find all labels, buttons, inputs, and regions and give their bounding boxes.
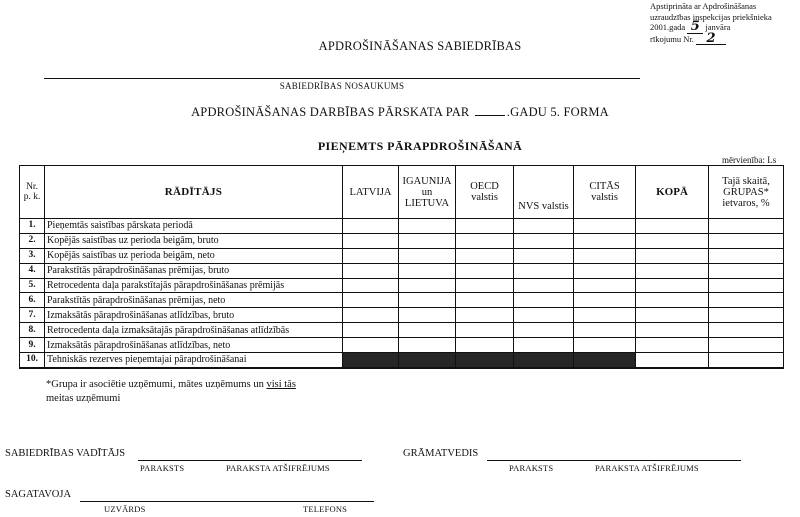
cell-oecd[interactable]	[456, 219, 514, 234]
table-row	[20, 323, 784, 338]
cell-estonia-lithuania[interactable]	[399, 338, 456, 353]
table-row	[20, 293, 784, 308]
row-number: 2.	[20, 233, 45, 248]
accountant-signature-caption: PARAKSTS	[509, 463, 554, 473]
table-row	[20, 263, 784, 278]
head-decoding-caption: PARAKSTA ATŠIFRĒJUMS	[226, 463, 330, 473]
header-nr	[20, 166, 45, 219]
cell-total[interactable]	[636, 308, 709, 323]
cell-oecd[interactable]	[456, 323, 514, 338]
row-number: 5.	[20, 278, 45, 293]
cell-latvia[interactable]	[343, 278, 399, 293]
header-other-line1: CITĀS	[589, 181, 620, 192]
header-group-line1: Tajā skaitā,	[722, 175, 770, 187]
table-row	[20, 308, 784, 323]
report-title-suffix: .GADU 5. FORMA	[506, 105, 609, 119]
cell-latvia[interactable]	[343, 233, 399, 248]
cell-group[interactable]	[709, 308, 784, 323]
cell-other[interactable]	[574, 323, 636, 338]
approval-order-number: 2	[706, 30, 716, 46]
header-other-line2: valstis	[591, 192, 618, 203]
header-other	[574, 166, 636, 219]
approval-day: 5	[690, 19, 700, 34]
row-indicator: Tehniskās rezerves pieņemtajai pārapdrošināšanai	[45, 353, 343, 368]
row-indicator: Kopējās saistības uz perioda beigām, bruto	[45, 233, 343, 248]
cell-cis	[514, 353, 574, 368]
cell-group[interactable]	[709, 353, 784, 368]
cell-group[interactable]	[709, 233, 784, 248]
cell-latvia	[343, 353, 399, 368]
cell-group[interactable]	[709, 263, 784, 278]
approval-line-3	[650, 19, 798, 34]
row-indicator: Pieņemtās saistības pārskata periodā	[45, 219, 343, 234]
header-group-line3: ietvaros, %	[722, 197, 770, 209]
row-indicator: Parakstītās pārapdrošināšanas prēmijas, neto	[45, 293, 343, 308]
row-indicator: Izmaksātās pārapdrošināšanas atlīdzības, bruto	[45, 308, 343, 323]
table-row	[20, 233, 784, 248]
cell-estonia-lithuania	[399, 353, 456, 368]
footnote-text: *Grupa ir asociētie uzņēmumi, mātes uzņēmums un	[46, 379, 267, 390]
row-number: 10.	[20, 353, 45, 368]
cell-other[interactable]	[574, 278, 636, 293]
row-number: 7.	[20, 308, 45, 323]
cell-group[interactable]	[709, 338, 784, 353]
preparer-name-caption: UZVĀRDS	[104, 504, 146, 514]
cell-total[interactable]	[636, 278, 709, 293]
cell-total[interactable]	[636, 353, 709, 368]
footnote-line-2: meitas uzņēmumi	[46, 393, 121, 404]
cell-cis[interactable]	[514, 323, 574, 338]
cell-cis[interactable]	[514, 338, 574, 353]
cell-total[interactable]	[636, 263, 709, 278]
approval-day-field	[687, 19, 703, 34]
cell-cis[interactable]	[514, 308, 574, 323]
report-table-wrapper	[19, 165, 784, 369]
footnote-underlined: visi tās	[266, 379, 296, 390]
cell-latvia[interactable]	[343, 263, 399, 278]
report-title	[0, 105, 800, 120]
head-label: SABIEDRĪBAS VADĪTĀJS	[5, 448, 126, 459]
cell-oecd[interactable]	[456, 338, 514, 353]
org-name-field[interactable]	[44, 78, 640, 79]
cell-estonia-lithuania[interactable]	[399, 233, 456, 248]
cell-other[interactable]	[574, 263, 636, 278]
cell-total[interactable]	[636, 219, 709, 234]
preparer-label: SAGATAVOJA	[5, 489, 72, 500]
cell-group[interactable]	[709, 293, 784, 308]
header-group-line2: GRUPAS*	[723, 186, 769, 198]
row-number: 1.	[20, 219, 45, 234]
row-indicator: Retrocedenta daļa parakstītajās pārapdrošināšanas prēmijās	[45, 278, 343, 293]
cell-latvia[interactable]	[343, 338, 399, 353]
row-number: 3.	[20, 248, 45, 263]
cell-estonia-lithuania[interactable]	[399, 263, 456, 278]
approval-line-2: uzraudzības inspekcijas priekšnieka	[650, 11, 772, 22]
cell-estonia-lithuania[interactable]	[399, 278, 456, 293]
section-title: PIEŅEMTS PĀRAPDROŠINĀŠANĀ	[317, 139, 523, 153]
cell-estonia-lithuania[interactable]	[399, 323, 456, 338]
cell-latvia[interactable]	[343, 248, 399, 263]
row-indicator: Retrocedenta daļa izmaksātajās pārapdrošināšanas atlīdzībās	[45, 323, 343, 338]
cell-total[interactable]	[636, 248, 709, 263]
cell-cis[interactable]	[514, 278, 574, 293]
cell-latvia[interactable]	[343, 308, 399, 323]
cell-latvia[interactable]	[343, 323, 399, 338]
table-row	[20, 278, 784, 293]
footnote-line-1	[46, 378, 296, 392]
table-row	[20, 353, 784, 368]
row-number: 6.	[20, 293, 45, 308]
cell-latvia[interactable]	[343, 293, 399, 308]
cell-other[interactable]	[574, 293, 636, 308]
cell-cis[interactable]	[514, 293, 574, 308]
header-nr-line2: p. k.	[23, 192, 41, 202]
cell-total[interactable]	[636, 293, 709, 308]
preparer-phone-caption: TELEFONS	[303, 504, 348, 514]
row-number: 9.	[20, 338, 45, 353]
header-oecd-line2: valstis	[471, 192, 498, 203]
approval-line-1: Apstiprināta ar Apdrošināšanas	[650, 1, 757, 11]
cell-other[interactable]	[574, 308, 636, 323]
header-total: KOPĀ	[636, 166, 709, 219]
cell-oecd[interactable]	[456, 233, 514, 248]
header-ee-lt-line3: LIETUVA	[404, 197, 450, 209]
approval-order-label: rīkojumu Nr.	[650, 33, 694, 44]
cell-other[interactable]	[574, 338, 636, 353]
cell-other[interactable]	[574, 248, 636, 263]
cell-estonia-lithuania[interactable]	[399, 293, 456, 308]
accountant-decoding-caption: PARAKSTA ATŠIFRĒJUMS	[595, 463, 699, 473]
cell-cis[interactable]	[514, 233, 574, 248]
cell-other[interactable]	[574, 219, 636, 234]
head-signature-field[interactable]	[138, 460, 362, 461]
footnote	[46, 378, 296, 406]
cell-latvia[interactable]	[343, 219, 399, 234]
header-nr-line1: Nr.	[26, 182, 38, 192]
header-cis: NVS valstis	[514, 166, 574, 219]
header-estonia-lithuania	[399, 166, 456, 219]
row-indicator: Izmaksātās pārapdrošināšanas atlīdzības, neto	[45, 338, 343, 353]
report-year-field[interactable]	[475, 114, 505, 116]
approval-year: 2001.gada	[650, 22, 686, 32]
row-indicator: Kopējās saistības uz perioda beigām, neto	[45, 248, 343, 263]
approval-month: janvāra	[705, 22, 731, 32]
org-heading: APDROŠINĀŠANAS SABIEDRĪBAS	[318, 39, 522, 53]
preparer-field[interactable]	[80, 501, 374, 502]
cell-estonia-lithuania[interactable]	[399, 308, 456, 323]
cell-oecd[interactable]	[456, 263, 514, 278]
cell-cis[interactable]	[514, 219, 574, 234]
cell-other	[574, 353, 636, 368]
cell-total[interactable]	[636, 233, 709, 248]
row-number: 8.	[20, 323, 45, 338]
cell-oecd[interactable]	[456, 278, 514, 293]
cell-estonia-lithuania[interactable]	[399, 248, 456, 263]
table-row	[20, 338, 784, 353]
header-oecd-line1: OECD	[470, 181, 499, 192]
unit-note: mērvienība: Ls	[722, 155, 777, 165]
row-indicator: Parakstītās pārapdrošināšanas prēmijas, bruto	[45, 263, 343, 278]
cell-cis[interactable]	[514, 263, 574, 278]
org-name-caption: SABIEDRĪBAS NOSAUKUMS	[279, 81, 405, 91]
cell-group[interactable]	[709, 248, 784, 263]
accountant-label: GRĀMATVEDIS	[403, 448, 479, 459]
header-latvia: LATVIJA	[343, 166, 399, 219]
cell-oecd[interactable]	[456, 293, 514, 308]
row-number: 4.	[20, 263, 45, 278]
report-title-prefix: APDROŠINĀŠANAS DARBĪBAS PĀRSKATA PAR	[191, 105, 470, 119]
cell-total[interactable]	[636, 323, 709, 338]
cell-other[interactable]	[574, 233, 636, 248]
cell-estonia-lithuania[interactable]	[399, 219, 456, 234]
table-row	[20, 219, 784, 234]
cell-group[interactable]	[709, 278, 784, 293]
header-ee-lt-line2: un	[421, 186, 433, 198]
table-body	[20, 219, 784, 368]
header-group	[709, 166, 784, 219]
cell-group[interactable]	[709, 219, 784, 234]
report-table	[19, 165, 784, 369]
table-header-row	[20, 166, 784, 219]
head-signature-caption: PARAKSTS	[140, 463, 185, 473]
header-indicator: RĀDĪTĀJS	[45, 166, 343, 219]
header-oecd	[456, 166, 514, 219]
cell-oecd[interactable]	[456, 308, 514, 323]
cell-cis[interactable]	[514, 248, 574, 263]
header-ee-lt-line1: IGAUNIJA	[402, 175, 452, 187]
cell-oecd	[456, 353, 514, 368]
accountant-signature-field[interactable]	[487, 460, 741, 461]
table-row	[20, 248, 784, 263]
cell-oecd[interactable]	[456, 248, 514, 263]
cell-group[interactable]	[709, 323, 784, 338]
cell-total[interactable]	[636, 338, 709, 353]
